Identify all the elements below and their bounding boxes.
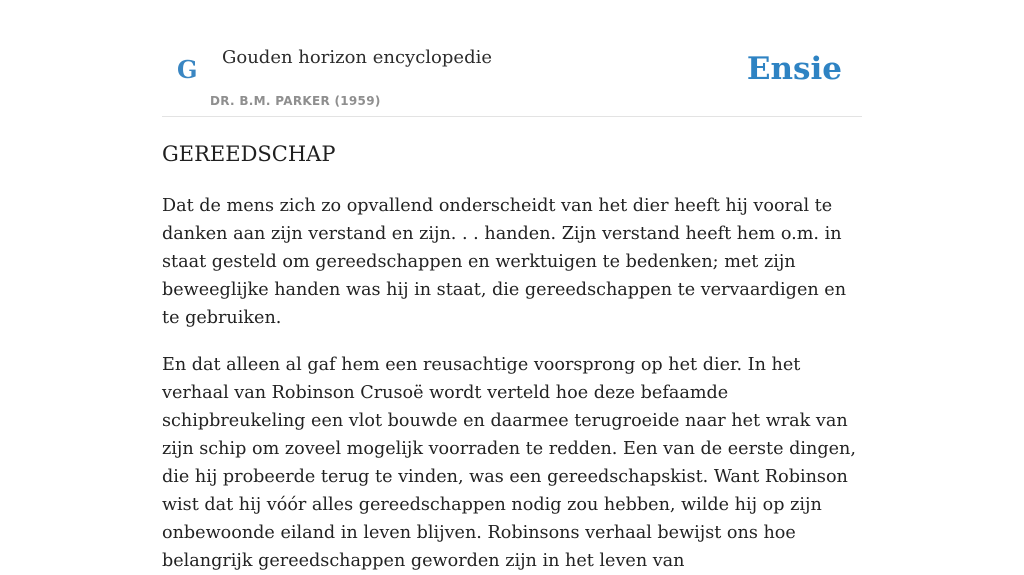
work-author: DR. B.M. PARKER (1959) bbox=[210, 94, 381, 108]
work-title[interactable]: Gouden horizon encyclopedie bbox=[222, 47, 492, 68]
article bbox=[162, 136, 862, 575]
work-logo-icon[interactable]: G bbox=[177, 55, 198, 84]
article-paragraph: Dat de mens zich zo opvallend onderscheidt van het dier heeft hij vooral te danken aan zijn verstand en zijn. . . handen. Zijn verstand heeft hem o.m. in staat gesteld om gereedschappen en werktuigen te bedenken; met zijn beweeglijke handen was hij in staat, die gereedschappen te vervaardigen en te gebruiken. bbox=[162, 196, 847, 328]
page-header bbox=[162, 0, 862, 117]
brand-logo[interactable]: Ensie bbox=[746, 51, 842, 87]
article-title: GEREEDSCHAP bbox=[162, 142, 336, 166]
article-paragraph: En dat alleen al gaf hem een reusachtige voorsprong op het dier. In het verhaal van Robinson Crusoë wordt verteld hoe deze befaamde schipbreukeling een vlot bouwde en daarmee terugroeide naar het wrak van zijn schip om zoveel mogelijk voorraden te redden. Een van de eerste dingen, die hij probeerde terug te vinden, was een gereedschapskist. Want Robinson wist dat hij vóór alles gereedschappen nodig zou hebben, wilde hij op zijn onbewoonde eiland in leven blijven. Robinsons verhaal bewijst ons hoe belangrijk gereedschappen geworden zijn in het leven van bbox=[162, 355, 856, 571]
